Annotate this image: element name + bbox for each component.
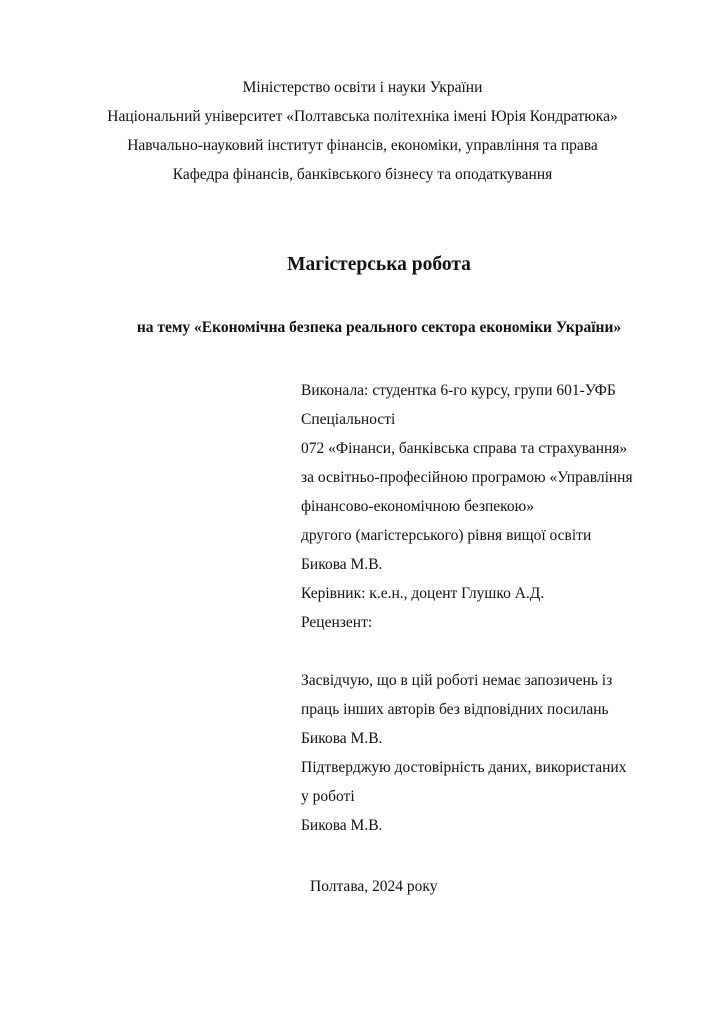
declaration-signature-1: Бикова М.В. [301,730,383,747]
author-info-block [301,376,721,840]
department-line: Кафедра фінансів, банківського бізнесу та оподаткування [172,166,553,183]
author-name: Бикова М.В. [301,556,383,573]
confirmation-line-1: Підтверджую достовірність даних, використаних [301,759,627,776]
declaration-line-2: праць інших авторів без відповідних посилань [301,701,609,718]
specialty-label: Спеціальності [301,411,396,428]
program-line-1: за освітньо-професійною програмою «Управління [301,469,633,486]
confirmation-line-2: у роботі [301,788,355,805]
institution-header [0,73,725,189]
ministry-line: Міністерство освіти і науки України [242,79,483,96]
supervisor-line: Керівник: к.е.н., доцент Глушко А.Д. [301,585,545,602]
place-and-year: Полтава, 2024 року [310,878,438,895]
reviewer-line: Рецензент: [301,614,373,631]
blank-line [301,637,721,666]
declaration-line-1: Засвідчую, що в цій роботі немає запозичень із [301,672,613,689]
document-topic: на тему «Економічна безпека реального сектора економіки України» [136,319,622,336]
education-level: другого (магістерського) рівня вищої освіти [301,527,592,544]
university-line: Національний університет «Полтавська політехніка імені Юрія Кондратюка» [107,108,618,125]
specialty-name: 072 «Фінанси, банківська справа та страхування» [301,440,628,457]
program-line-2: фінансово-економічною безпекою» [301,498,534,515]
institute-line: Навчально-науковий інститут фінансів, економіки, управління та права [127,137,598,154]
declaration-signature-2: Бикова М.В. [301,817,383,834]
author-course-group: Виконала: студентка 6-го курсу, групи 601-УФБ [301,382,616,399]
document-title: Магістерська робота [287,254,471,275]
